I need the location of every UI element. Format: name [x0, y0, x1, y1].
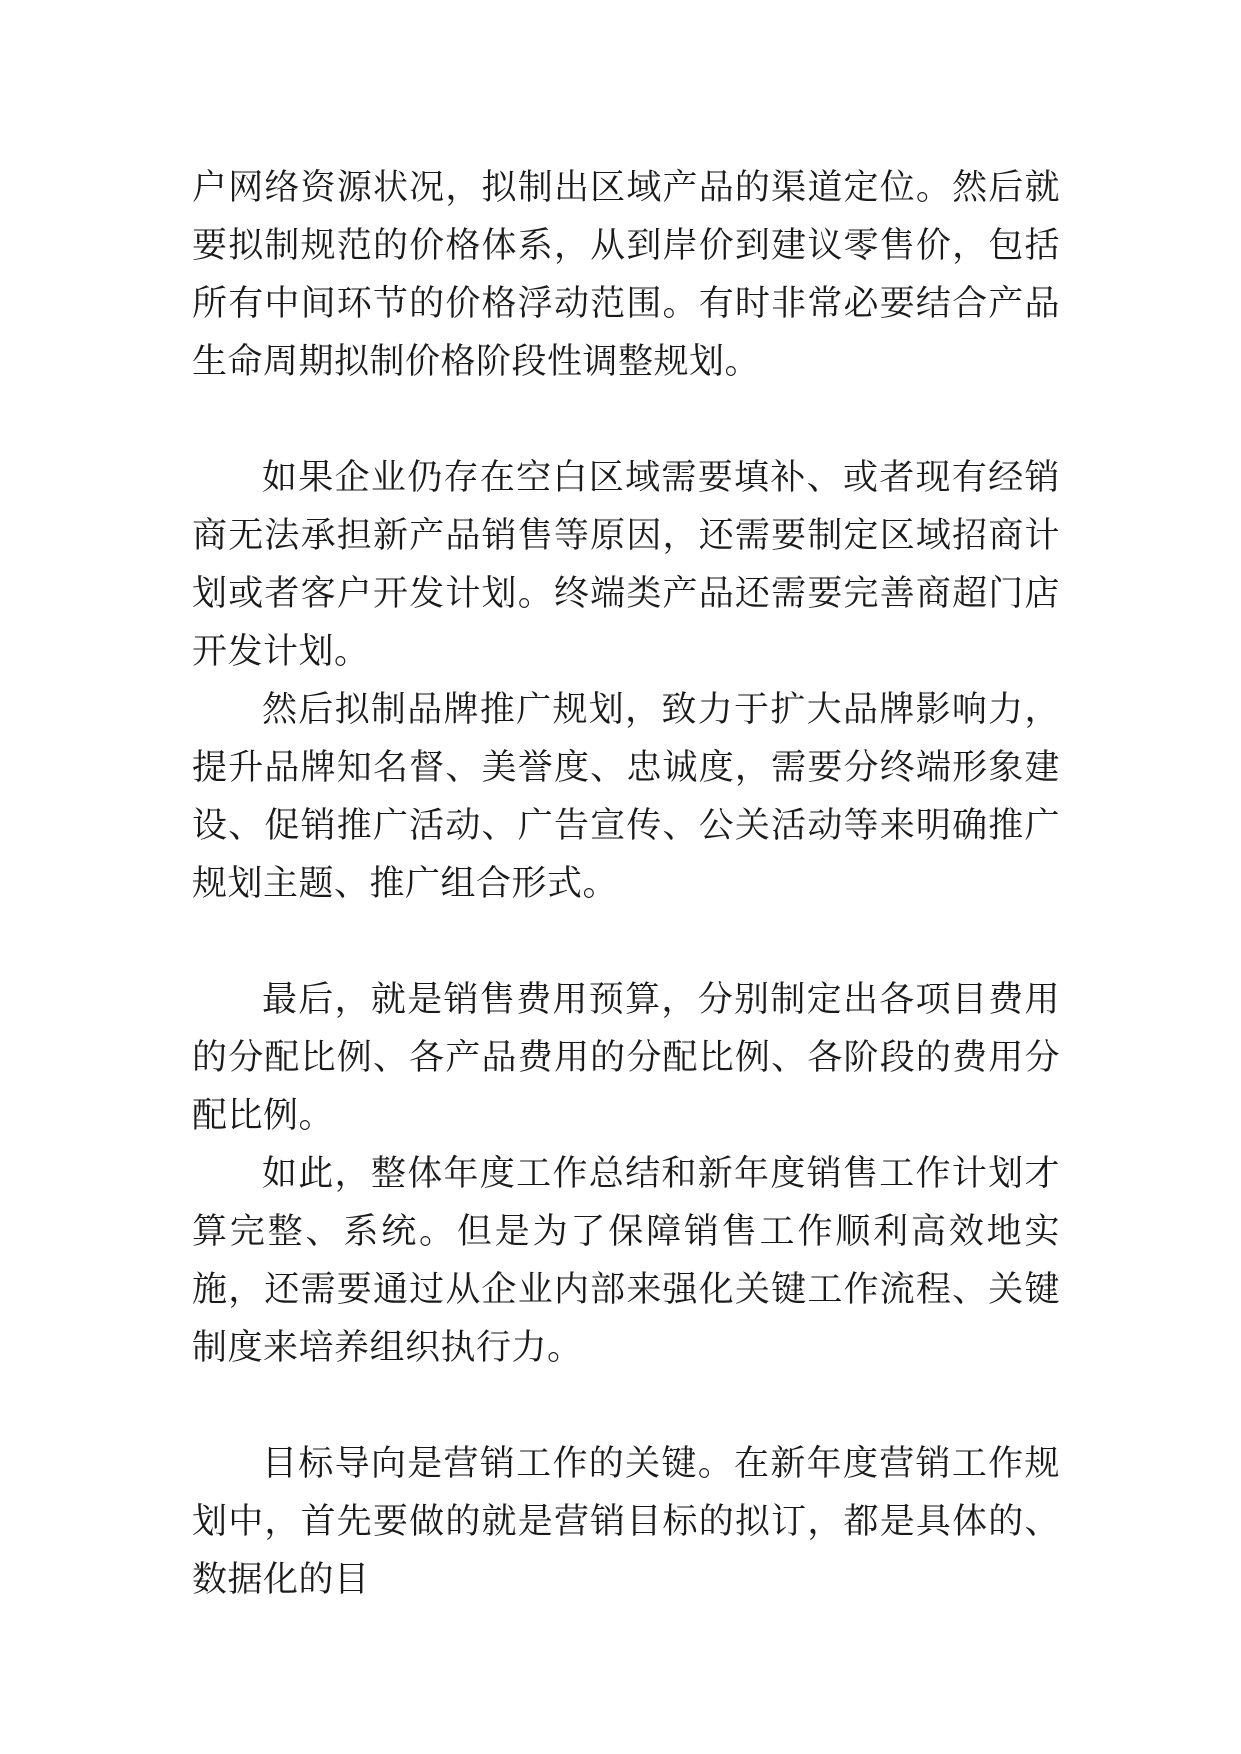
paragraph: 然后拟制品牌推广规划，致力于扩大品牌影响力，提升品牌知名督、美誉度、忠诚度，需要分终端形象建设、促销推广活动、广告宣传、公关活动等来明确推广规划主题、推广组合形式。: [192, 690, 1060, 904]
paragraph: 如果企业仍存在空白区域需要填补、或者现有经销商无法承担新产品销售等原因，还需要制定区域招商计划或者客户开发计划。终端类产品还需要完善商超门店开发计划。: [192, 458, 1060, 672]
paragraph: 如此，整体年度工作总结和新年度销售工作计划才算完整、系统。但是为了保障销售工作顺利高效地实施，还需要通过从企业内部来强化关键工作流程、关键制度来培养组织执行力。: [192, 1154, 1060, 1368]
paragraph: 目标导向是营销工作的关键。在新年度营销工作规划中，首先要做的就是营销目标的拟订，都是具体的、数据化的目: [192, 1444, 1060, 1600]
paragraph: 最后，就是销售费用预算，分别制定出各项目费用的分配比例、各产品费用的分配比例、各阶段的费用分配比例。: [192, 980, 1060, 1136]
paragraph-continued: 户网络资源状况，拟制出区域产品的渠道定位。然后就要拟制规范的价格体系，从到岸价到建议零售价，包括所有中间环节的价格浮动范围。有时非常必要结合产品生命周期拟制价格阶段性调整规划。: [192, 168, 1060, 382]
